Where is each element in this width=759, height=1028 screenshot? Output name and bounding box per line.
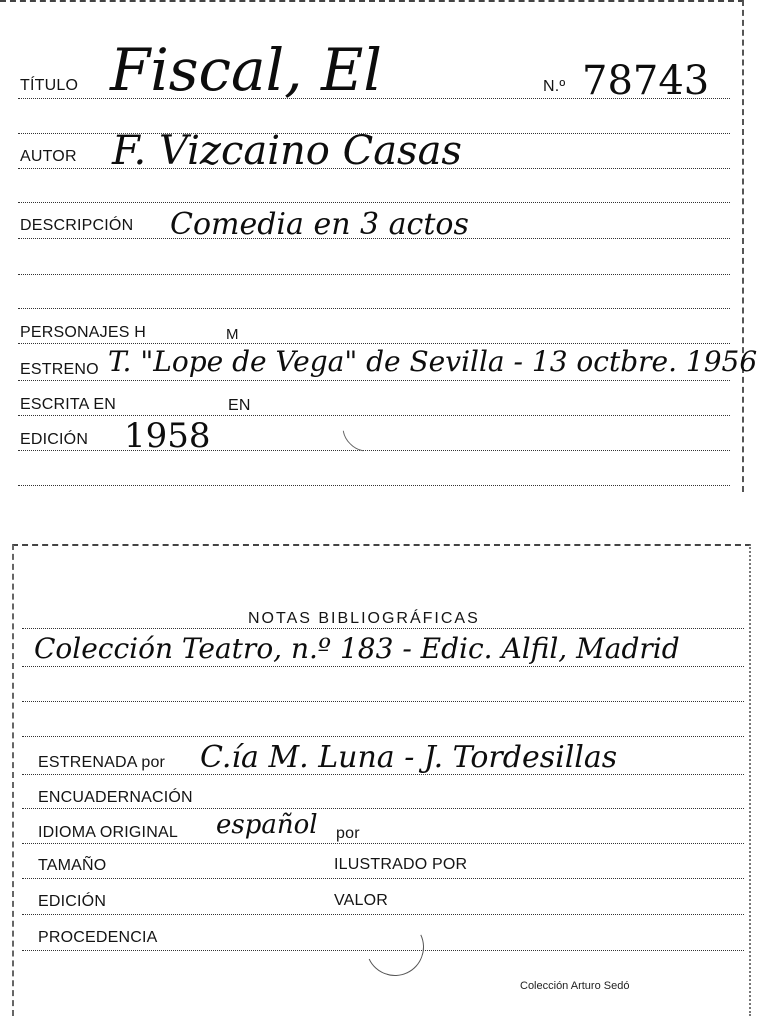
encuadernacion-label: ENCUADERNACIÓN	[38, 789, 193, 806]
edicion-value: 1958	[124, 416, 211, 456]
rule-line	[22, 701, 744, 702]
numero-value: 78743	[582, 58, 710, 104]
rule-line	[22, 736, 744, 737]
punch-hole-arc	[358, 910, 432, 984]
edicion-label: EDICIÓN	[20, 431, 89, 448]
escrita-en-label: ESCRITA EN	[20, 396, 116, 413]
rule-line	[18, 380, 730, 381]
autor-value: F. Vizcaino Casas	[112, 128, 462, 174]
valor-label: VALOR	[334, 892, 389, 909]
rule-line	[22, 628, 744, 629]
estreno-label: ESTRENO	[20, 361, 99, 378]
rule-line	[18, 343, 730, 344]
catalog-card-front	[0, 0, 758, 492]
por-label: por	[336, 825, 360, 842]
personajes-h-label: PERSONAJES H	[20, 324, 146, 341]
notas-value: Colección Teatro, n.º 183 - Edic. Alfil, Madrid	[34, 632, 680, 665]
idioma-value: español	[216, 810, 318, 840]
titulo-value: Fiscal, El	[110, 36, 382, 104]
autor-label: AUTOR	[20, 148, 77, 165]
en-label: EN	[228, 397, 251, 414]
rule-line	[22, 808, 744, 809]
idioma-label: IDIOMA ORIGINAL	[38, 824, 178, 841]
estrenada-label: ESTRENADA por	[38, 754, 166, 771]
rule-line	[22, 878, 744, 879]
edicion-back-label: EDICIÓN	[38, 893, 107, 910]
estreno-value: T. "Lope de Vega" de Sevilla - 13 octbre. 1956	[108, 345, 758, 378]
rule-line	[22, 666, 744, 667]
catalog-card-back	[12, 544, 751, 1016]
rule-line	[22, 843, 744, 844]
personajes-m-label: M	[226, 326, 239, 343]
rule-line	[18, 308, 730, 309]
collection-footer: Colección Arturo Sedó	[520, 980, 630, 992]
rule-line	[18, 274, 730, 275]
titulo-label: TÍTULO	[20, 77, 79, 94]
descripcion-value: Comedia en 3 actos	[170, 207, 469, 242]
tamano-label: TAMAÑO	[38, 857, 107, 874]
notas-heading: NOTAS BIBLIOGRÁFICAS	[248, 610, 480, 627]
rule-line	[18, 202, 730, 203]
procedencia-label: PROCEDENCIA	[38, 929, 158, 946]
estrenada-value: C.ía M. Luna - J. Tordesillas	[200, 740, 618, 775]
ilustrado-label: ILUSTRADO POR	[334, 856, 468, 873]
descripcion-label: DESCRIPCIÓN	[20, 217, 134, 234]
rule-line	[22, 914, 744, 915]
numero-label: N.º	[543, 78, 566, 95]
rule-line	[18, 485, 730, 486]
